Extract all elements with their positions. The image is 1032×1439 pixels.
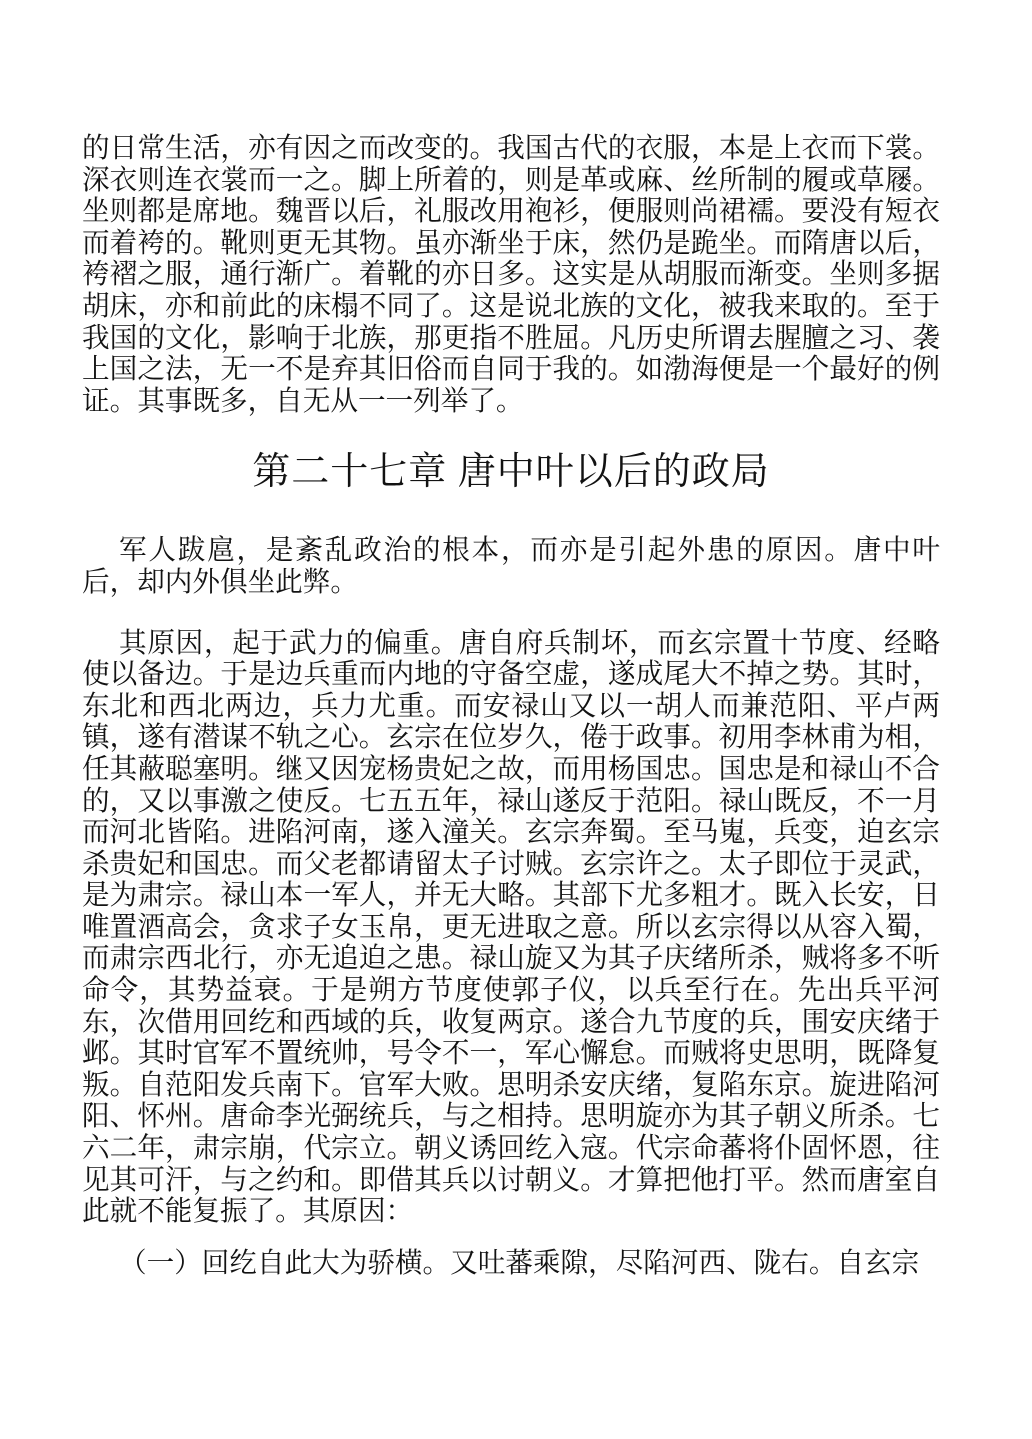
paragraph-northern-culture: 的日常生活，亦有因之而改变的。我国古代的衣服，本是上衣而下裳。深衣则连衣裳而一之。脚上所着的，则是革或麻、丝所制的履或草屦。坐则都是席地。魏晋以后，礼服改用袍衫，便服则尚裙襦。要没有短衣而着袴的。靴则更无其物。虽亦渐坐于床，然仍是跪坐。而隋唐以后，袴褶之服，通行渐广。着靴的亦日多。这实是从胡服而渐变。坐则多据胡床，亦和前此的床榻不同了。这是说北族的文化，被我来取的。至于我国的文化，影响于北族，那更指不胜屈。凡历史所谓去腥膻之习、袭上国之法，无一不是弃其旧俗而自同于我的。如渤海便是一个最好的例证。其事既多，自无从一一列举了。 (82, 132, 940, 416)
paragraph-anshi-rebellion: 其原因，起于武力的偏重。唐自府兵制坏，而玄宗置十节度、经略使以备边。于是边兵重而内地的守备空虚，遂成尾大不掉之势。其时，东北和西北两边，兵力尤重。而安禄山又以一胡人而兼范阳、平卢两镇，遂有潜谋不轨之心。玄宗在位岁久，倦于政事。初用李林甫为相，任其蔽聪塞明。继又因宠杨贵妃之故，而用杨国忠。国忠是和禄山不合的，又以事激之使反。七五五年，禄山遂反于范阳。禄山既反，不一月而河北皆陷。进陷河南，遂入潼关。玄宗奔蜀。至马嵬，兵变，迫玄宗杀贵妃和国忠。而父老都请留太子讨贼。玄宗许之。太子即位于灵武，是为肃宗。禄山本一军人，并无大略。其部下尤多粗才。既入长安，日唯置酒高会，贪求子女玉帛，更无进取之意。所以玄宗得以从容入蜀，而肃宗西北行，亦无追迫之患。禄山旋又为其子庆绪所杀，贼将多不听命令，其势益衰。于是朔方节度使郭子仪，以兵至行在。先出兵平河东，次借用回纥和西域的兵，收复两京。遂合九节度的兵，围安庆绪于邺。其时官军不置统帅，号令不一，军心懈怠。而贼将史思明，既降复叛。自范阳发兵南下。官军大败。思明杀安庆绪，复陷东京。旋进陷河阳、怀州。唐命李光弼统兵，与之相持。思明旋亦为其子朝义所杀。七六二年，肃宗崩，代宗立。朝义诱回纥入寇。代宗命蕃将仆固怀恩，往见其可汗，与之约和。即借其兵以讨朝义。才算把他打平。然而唐室自此就不能复振了。其原因： (82, 626, 940, 1227)
paragraph-military-domination: 军人跋扈，是紊乱政治的根本，而亦是引起外患的原因。唐中叶后，却内外俱坐此弊。 (82, 534, 940, 597)
chapter-27-heading: 第二十七章 唐中叶以后的政局 (252, 451, 770, 494)
paragraph-reason-one-uyghur-tibet: （一）回纥自此大为骄横。又吐蕃乘隙，尽陷河西、陇右。自玄宗 (119, 1246, 920, 1278)
